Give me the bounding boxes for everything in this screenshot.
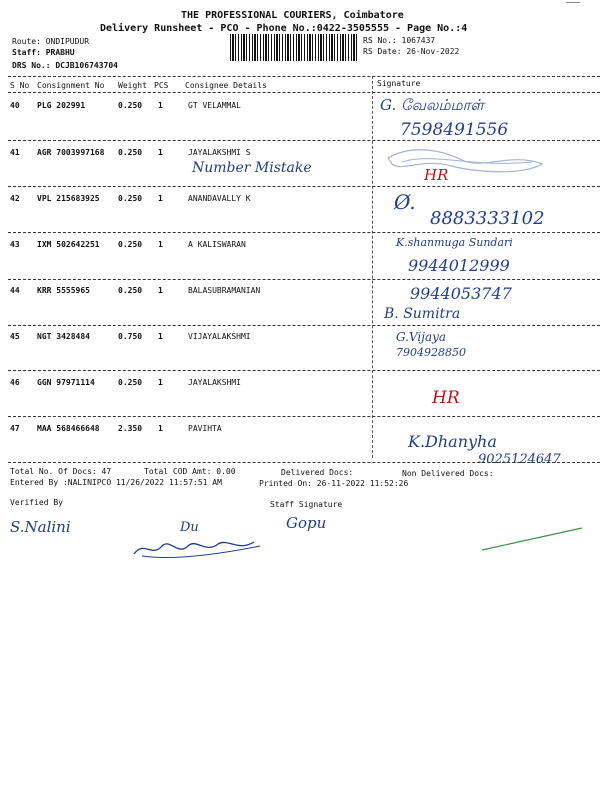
row-sno: 47 <box>10 424 20 433</box>
row-divider <box>8 325 600 326</box>
row-divider <box>8 232 600 233</box>
signature-scribble <box>382 142 562 182</box>
col-header-signature: Signature <box>377 79 421 88</box>
middle-signature: Du <box>180 520 199 535</box>
row-pcs: 1 <box>158 101 163 110</box>
row-weight: 0.250 <box>118 378 143 387</box>
handwritten-phone: 7904928850 <box>396 346 466 359</box>
row-weight: 2.350 <box>118 424 143 433</box>
row-sno: 40 <box>10 101 20 110</box>
col-header-consignment: Consignment No <box>37 81 105 90</box>
row-sno: 45 <box>10 332 20 341</box>
delivered-docs: Delivered Docs: <box>281 468 354 477</box>
staff-handwritten-signature: Gopu <box>286 514 327 532</box>
table-bottom-border <box>8 462 600 463</box>
runsheet-subtitle: Delivery Runsheet - PCO - Phone No.:0422-3505555 - Page No.:4 <box>100 23 468 34</box>
handwritten-signature: K.shanmuga Sundari <box>396 236 513 249</box>
row-divider <box>8 416 600 417</box>
row-weight: 0.750 <box>118 332 143 341</box>
handwritten-signature: G.Vijaya <box>396 330 447 344</box>
col-header-sno: S No <box>10 81 30 90</box>
row-sno: 44 <box>10 286 20 295</box>
row-divider <box>8 279 600 280</box>
col-header-weight: Weight <box>118 81 147 90</box>
row-consignment: MAA 568466648 <box>37 424 100 433</box>
total-cod: Total COD Amt: 0.00 <box>144 467 236 476</box>
middle-signature-scrawl <box>130 532 270 562</box>
printed-on: Printed On: 26-11-2022 11:52:26 <box>259 479 409 488</box>
col-header-consignee: Consignee Details <box>185 81 267 90</box>
row-consignment: VPL 215683925 <box>37 194 100 203</box>
row-weight: 0.250 <box>118 101 143 110</box>
row-consignment: NGT 3428484 <box>37 332 90 341</box>
handwritten-mark: HR <box>432 388 460 408</box>
row-consignee: VIJAYALAKSHMI <box>188 332 251 341</box>
row-consignee: PAVIHTA <box>188 424 222 433</box>
table-header-border <box>8 92 600 93</box>
handwritten-phone: 9944012999 <box>408 256 510 275</box>
table-top-border <box>8 76 600 77</box>
handwritten-mark: HR <box>424 166 449 184</box>
barcode-image <box>230 34 358 61</box>
verified-by-label: Verified By <box>10 498 63 507</box>
rs-date: RS Date: 26-Nov-2022 <box>363 47 460 56</box>
row-consignee: JAYALAKSHMI <box>188 378 241 387</box>
row-sno: 46 <box>10 378 20 387</box>
total-docs: Total No. Of Docs: 47 <box>10 467 112 476</box>
rs-number: RS No.: 1067437 <box>363 36 436 45</box>
row-pcs: 1 <box>158 378 163 387</box>
handwritten-phone: 9944053747 <box>410 284 512 303</box>
corner-mark <box>566 2 580 3</box>
drs-number: DRS No.: DCJB106743704 <box>12 61 118 70</box>
handwritten-phone: 8883333102 <box>430 208 545 229</box>
row-sno: 42 <box>10 194 20 203</box>
green-pen-stroke <box>478 524 588 554</box>
non-delivered-docs: Non Delivered Docs: <box>402 469 494 478</box>
row-weight: 0.250 <box>118 286 143 295</box>
row-weight: 0.250 <box>118 148 143 157</box>
signature-column-divider <box>372 76 373 458</box>
entered-by: Entered By :NALINIPCO 11/26/2022 11:57:51 AM <box>10 478 222 487</box>
verified-signature: S.Nalini <box>10 518 71 536</box>
handwritten-phone: 9025124647 <box>478 452 561 467</box>
row-pcs: 1 <box>158 148 163 157</box>
row-consignee: GT VELAMMAL <box>188 101 241 110</box>
col-header-pcs: PCS <box>154 81 169 90</box>
row-consignment: PLG 202991 <box>37 101 86 110</box>
handwritten-signature: K.Dhanyha <box>408 432 497 451</box>
row-consignee: ANANDAVALLY K <box>188 194 251 203</box>
row-pcs: 1 <box>158 194 163 203</box>
row-weight: 0.250 <box>118 240 143 249</box>
row-pcs: 1 <box>158 286 163 295</box>
row-divider <box>8 186 600 187</box>
row-divider <box>8 370 600 371</box>
row-consignee: JAYALAKSHMI S <box>188 148 251 157</box>
handwritten-phone: 7598491556 <box>400 120 509 140</box>
staff-signature-label: Staff Signature <box>270 500 343 509</box>
row-pcs: 1 <box>158 424 163 433</box>
row-consignment: IXM 502642251 <box>37 240 100 249</box>
handwritten-signature: B. Sumitra <box>384 306 461 322</box>
handwritten-signature: Ø. <box>394 190 416 214</box>
row-consignment: AGR 7003997168 <box>37 148 105 157</box>
row-pcs: 1 <box>158 332 163 341</box>
row-consignee: BALASUBRAMANIAN <box>188 286 261 295</box>
route-label: Route: ONDIPUDUR <box>12 37 90 46</box>
row-pcs: 1 <box>158 240 163 249</box>
handwritten-signature: G. வேலம்மாள் <box>380 96 484 114</box>
row-weight: 0.250 <box>118 194 143 203</box>
staff-label: Staff: PRABHU <box>12 48 75 57</box>
company-title: THE PROFESSIONAL COURIERS, Coimbatore <box>181 10 404 21</box>
row-consignment: KRR 5555965 <box>37 286 90 295</box>
row-sno: 41 <box>10 148 20 157</box>
row-divider <box>8 140 600 141</box>
row-sno: 43 <box>10 240 20 249</box>
row-consignee: A KALISWARAN <box>188 240 246 249</box>
row-consignment: GGN 97971114 <box>37 378 95 387</box>
handwritten-note: Number Mistake <box>192 160 312 176</box>
